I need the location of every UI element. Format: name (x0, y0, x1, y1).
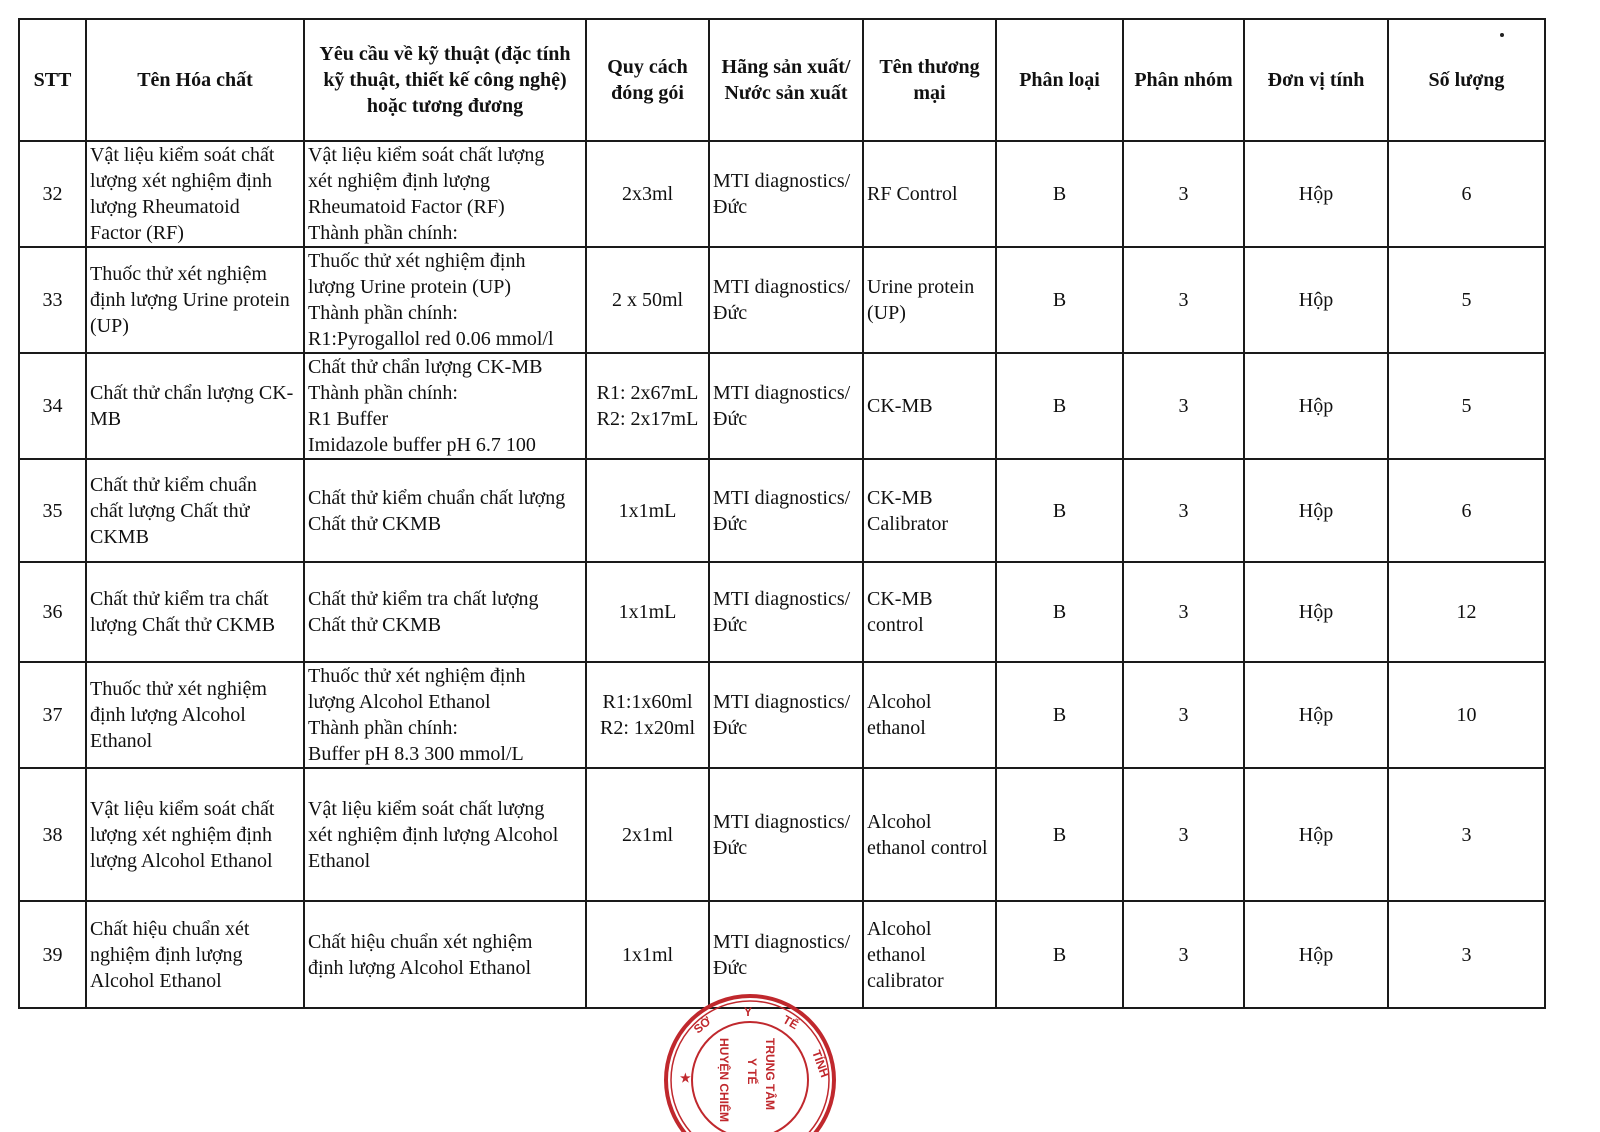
cell-line: Ethanol (90, 730, 153, 752)
cell-line: MTI diagnostics/ (713, 486, 851, 509)
cell-manufacturer (709, 141, 863, 247)
cell-trade-name (863, 901, 996, 1008)
cell-line: Chất thử kiểm chuẩn (90, 473, 257, 496)
cell-classification: B (996, 768, 1123, 901)
cell-manufacturer (709, 768, 863, 901)
cell-line: RF Control (867, 183, 958, 205)
cell-line: MB (90, 408, 122, 430)
cell-line: Chất thử chẩn lượng CK-MB (308, 356, 543, 378)
cell-line: MTI diagnostics/ (713, 276, 851, 298)
cell-line: MTI diagnostics/ (713, 170, 851, 192)
cell-stt: 38 (19, 768, 86, 901)
cell-chemical-name (86, 459, 304, 562)
cell-line: Calibrator (867, 512, 949, 535)
cell-line: R1:1x60ml (602, 691, 693, 713)
cell-line: 2x3ml (621, 183, 674, 205)
cell-line: lượng Alcohol Ethanol (308, 691, 491, 713)
header-unit: Đơn vị tính (1244, 19, 1388, 141)
header-packaging: Quy cách đóng gói (586, 19, 709, 141)
cell-line: Đức (713, 302, 748, 324)
cell-line: R1:Pyrogallol red 0.06 mmol/l (308, 328, 554, 350)
cell-packaging (586, 459, 709, 562)
cell-stt: 33 (19, 247, 86, 353)
cell-technical-spec (304, 353, 586, 459)
cell-line: nghiệm định lượng (90, 943, 243, 966)
cell-line: calibrator (867, 969, 944, 992)
cell-line: MTI diagnostics/ (713, 382, 851, 404)
cell-unit: Hộp (1244, 247, 1388, 353)
cell-unit: Hộp (1244, 353, 1388, 459)
svg-text:TRUNG TÂM: TRUNG TÂM (763, 1038, 777, 1110)
cell-line: CK-MB (867, 588, 933, 610)
cell-line: Thành phần chính: (308, 717, 458, 739)
cell-technical-spec (304, 662, 586, 768)
cell-line: Chất thử kiểm chuẩn chất lượng (308, 486, 566, 509)
cell-line: Urine protein (867, 276, 975, 298)
cell-line: Imidazole buffer pH 6.7 100 (308, 434, 536, 456)
cell-quantity: 3 (1388, 901, 1545, 1008)
cell-technical-spec (304, 247, 586, 353)
table-row (19, 141, 1545, 247)
cell-group: 3 (1123, 562, 1244, 662)
cell-line: ethanol (867, 717, 926, 739)
cell-packaging (586, 768, 709, 901)
cell-line: Đức (713, 717, 748, 739)
cell-technical-spec (304, 901, 586, 1008)
cell-classification: B (996, 353, 1123, 459)
cell-chemical-name (86, 562, 304, 662)
cell-line: lượng xét nghiệm định (90, 823, 272, 846)
header-trade-name: Tên thương mại (863, 19, 996, 141)
cell-line: Đức (713, 408, 748, 430)
cell-stt: 37 (19, 662, 86, 768)
cell-manufacturer (709, 562, 863, 662)
cell-line: định lượng Alcohol (90, 704, 246, 726)
official-stamp (662, 992, 842, 1132)
cell-line: Chất thử chẩn lượng CK- (90, 382, 294, 404)
cell-trade-name (863, 562, 996, 662)
cell-line: Chất hiệu chuẩn xét nghiệm (308, 930, 533, 953)
cell-quantity: 6 (1388, 459, 1545, 562)
cell-quantity: 12 (1388, 562, 1545, 662)
cell-classification: B (996, 141, 1123, 247)
cell-trade-name (863, 353, 996, 459)
cell-unit: Hộp (1244, 662, 1388, 768)
svg-text:TẾ: TẾ (780, 1012, 801, 1033)
cell-line: Thành phần chính: (308, 382, 458, 404)
cell-unit: Hộp (1244, 562, 1388, 662)
cell-chemical-name (86, 662, 304, 768)
cell-line: MTI diagnostics/ (713, 691, 851, 713)
cell-group: 3 (1123, 247, 1244, 353)
cell-trade-name (863, 141, 996, 247)
cell-line: (UP) (867, 302, 906, 324)
table-body (19, 141, 1545, 1008)
cell-line: 1x1mL (618, 499, 677, 522)
table-row (19, 459, 1545, 562)
cell-line: 1x1ml (621, 943, 674, 966)
cell-line: MTI diagnostics/ (713, 588, 851, 610)
cell-group: 3 (1123, 141, 1244, 247)
header-classification: Phân loại (996, 19, 1123, 141)
cell-line: Ethanol (308, 849, 371, 872)
cell-line: lượng Alcohol Ethanol (90, 849, 273, 872)
header-row (19, 19, 1545, 141)
cell-line: xét nghiệm định lượng (308, 170, 490, 192)
cell-chemical-name (86, 768, 304, 901)
header-chemical-name: Tên Hóa chất (86, 19, 304, 141)
table-row (19, 353, 1545, 459)
cell-line: CKMB (90, 525, 149, 548)
cell-stt: 39 (19, 901, 86, 1008)
cell-quantity: 5 (1388, 353, 1545, 459)
cell-line: lượng Rheumatoid (90, 196, 240, 218)
cell-line: định lượng Urine protein (90, 289, 290, 311)
cell-line: Vật liệu kiểm soát chất lượng (308, 797, 545, 820)
cell-packaging (586, 247, 709, 353)
cell-unit: Hộp (1244, 141, 1388, 247)
cell-packaging (586, 562, 709, 662)
cell-line: Rheumatoid Factor (RF) (308, 196, 505, 218)
cell-packaging (586, 141, 709, 247)
cell-line: Vật liệu kiểm soát chất (90, 797, 275, 820)
table-row (19, 768, 1545, 901)
cell-line: control (867, 614, 924, 636)
table-row (19, 247, 1545, 353)
cell-manufacturer (709, 662, 863, 768)
cell-line: Vật liệu kiểm soát chất (90, 144, 275, 166)
chemicals-table (18, 18, 1546, 1009)
header-manufacturer: Hãng sản xuất/ Nước sản xuất (709, 19, 863, 141)
cell-unit: Hộp (1244, 768, 1388, 901)
cell-trade-name (863, 247, 996, 353)
cell-line: Alcohol (867, 691, 932, 713)
cell-trade-name (863, 459, 996, 562)
cell-chemical-name (86, 353, 304, 459)
cell-packaging (586, 662, 709, 768)
cell-manufacturer (709, 353, 863, 459)
cell-stt: 35 (19, 459, 86, 562)
cell-line: Vật liệu kiểm soát chất lượng (308, 144, 545, 166)
cell-line: R1 Buffer (308, 408, 389, 430)
cell-line: Thành phần chính: (308, 222, 458, 244)
cell-line: R2: 1x20ml (599, 717, 695, 739)
cell-line: R2: 2x17mL (596, 408, 699, 430)
cell-line: xét nghiệm định lượng Alcohol (308, 823, 559, 846)
cell-line: Chất thử kiểm tra chất lượng (308, 588, 539, 610)
cell-line: Thuốc thử xét nghiệm định (308, 250, 526, 272)
cell-technical-spec (304, 562, 586, 662)
cell-technical-spec (304, 768, 586, 901)
cell-line: ethanol control (867, 836, 988, 859)
cell-unit: Hộp (1244, 901, 1388, 1008)
cell-line: Thuốc thử xét nghiệm định (308, 665, 526, 687)
svg-text:★: ★ (680, 1071, 691, 1085)
cell-line: lượng Urine protein (UP) (308, 276, 512, 298)
cell-technical-spec (304, 141, 586, 247)
cell-unit: Hộp (1244, 459, 1388, 562)
header-technical-spec: Yêu cầu về kỹ thuật (đặc tính kỹ thuật, thiết kế công nghệ) hoặc tương đương (304, 19, 586, 141)
cell-line: Factor (RF) (90, 222, 184, 244)
cell-group: 3 (1123, 768, 1244, 901)
cell-line: 2 x 50ml (611, 289, 684, 311)
cell-group: 3 (1123, 662, 1244, 768)
cell-manufacturer (709, 459, 863, 562)
cell-line: Đức (713, 512, 748, 535)
cell-line: lượng Chất thử CKMB (90, 614, 276, 636)
cell-line: định lượng Alcohol Ethanol (308, 956, 532, 979)
cell-line: Đức (713, 614, 748, 636)
cell-group: 3 (1123, 459, 1244, 562)
cell-classification: B (996, 662, 1123, 768)
table-row (19, 562, 1545, 662)
cell-quantity: 5 (1388, 247, 1545, 353)
cell-classification: B (996, 901, 1123, 1008)
cell-line: Alcohol (867, 810, 932, 833)
cell-classification: B (996, 562, 1123, 662)
cell-line: Thuốc thử xét nghiệm (90, 263, 267, 285)
cell-classification: B (996, 247, 1123, 353)
svg-text:Y: Y (744, 1005, 753, 1019)
cell-group: 3 (1123, 353, 1244, 459)
cell-quantity: 10 (1388, 662, 1545, 768)
cell-trade-name (863, 768, 996, 901)
cell-chemical-name (86, 901, 304, 1008)
cell-line: R1: 2x67mL (596, 382, 699, 404)
cell-stt: 34 (19, 353, 86, 459)
cell-line: Chất thử CKMB (308, 512, 442, 535)
cell-line: (UP) (90, 315, 129, 337)
cell-chemical-name (86, 247, 304, 353)
cell-technical-spec (304, 459, 586, 562)
cell-line: MTI diagnostics/ (713, 810, 851, 833)
cell-line: Đức (713, 836, 748, 859)
cell-line: Alcohol (867, 917, 932, 940)
cell-group: 3 (1123, 901, 1244, 1008)
cell-line: chất lượng Chất thử (90, 499, 250, 522)
svg-text:HUYỆN CHIÊM: HUYỆN CHIÊM (717, 1038, 731, 1123)
cell-line: Đức (713, 956, 748, 979)
cell-line: Chất hiệu chuẩn xét (90, 917, 250, 940)
cell-line: 2x1ml (621, 823, 674, 846)
header-group: Phân nhóm (1123, 19, 1244, 141)
cell-line: lượng xét nghiệm định (90, 170, 272, 192)
svg-text:TỈNH: TỈNH (809, 1048, 832, 1080)
cell-quantity: 6 (1388, 141, 1545, 247)
cell-trade-name (863, 662, 996, 768)
cell-line: 1x1mL (618, 601, 677, 623)
header-quantity: Số lượng (1388, 19, 1545, 141)
cell-line: CK-MB (867, 395, 933, 417)
cell-line: ethanol (867, 943, 926, 966)
cell-stt: 32 (19, 141, 86, 247)
cell-packaging (586, 353, 709, 459)
svg-text:SỞ: SỞ (690, 1013, 714, 1037)
cell-line: CK-MB (867, 486, 933, 509)
header-stt: STT (19, 19, 86, 141)
cell-manufacturer (709, 247, 863, 353)
cell-line: Chất thử CKMB (308, 614, 442, 636)
cell-stt: 36 (19, 562, 86, 662)
cell-line: MTI diagnostics/ (713, 930, 851, 953)
cell-line: Alcohol Ethanol (90, 969, 222, 992)
cell-line: Đức (713, 196, 748, 218)
cell-quantity: 3 (1388, 768, 1545, 901)
cell-line: Buffer pH 8.3 300 mmol/L (308, 743, 524, 765)
cell-line: Thành phần chính: (308, 302, 458, 324)
cell-chemical-name (86, 141, 304, 247)
cell-line: Chất thử kiểm tra chất (90, 588, 269, 610)
cell-classification: B (996, 459, 1123, 562)
cell-line: Thuốc thử xét nghiệm (90, 678, 267, 700)
svg-text:Y TẾ: Y TẾ (745, 1058, 759, 1085)
table-row (19, 662, 1545, 768)
